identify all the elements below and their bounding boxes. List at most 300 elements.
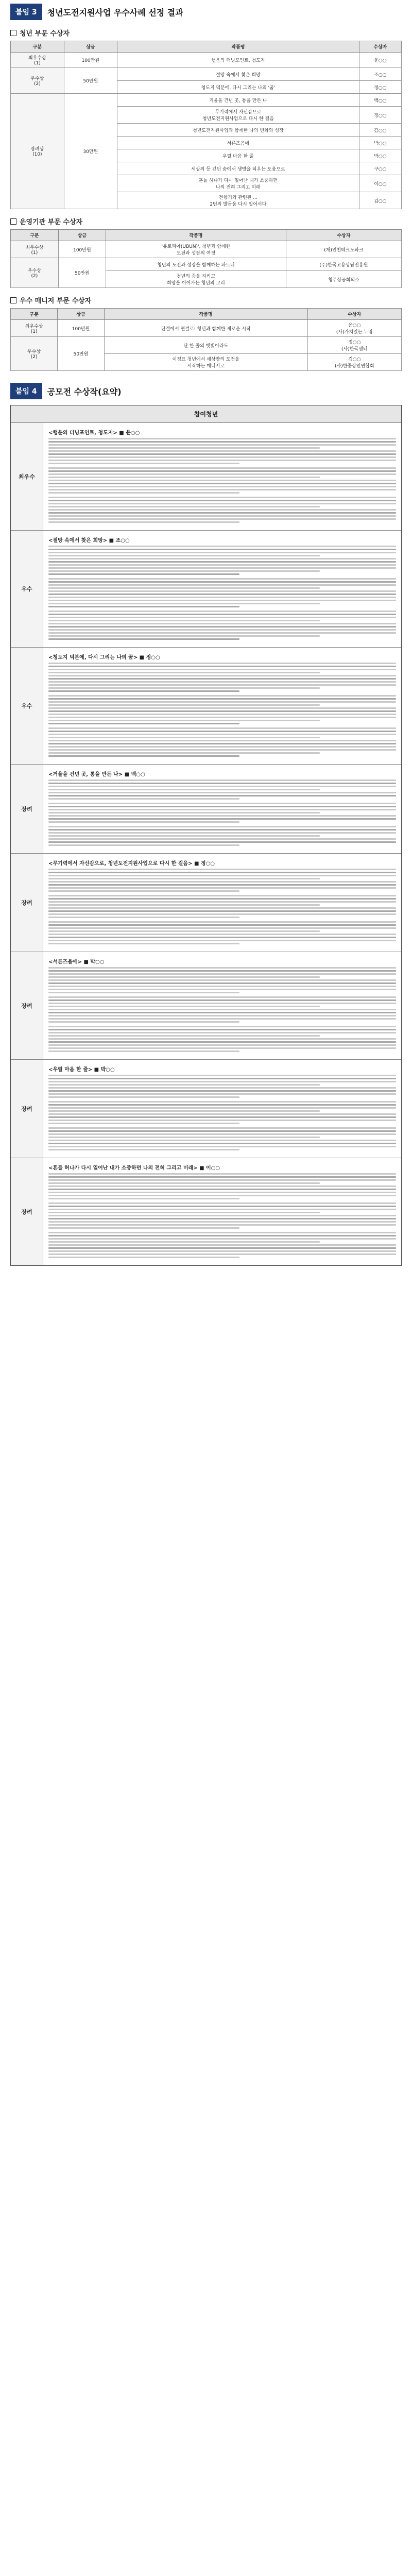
text-line [48, 982, 396, 984]
mentor-section-title [10, 295, 402, 305]
text-line [48, 1093, 396, 1095]
text-line [48, 898, 396, 900]
text-line [48, 1090, 396, 1092]
text-line [48, 1015, 396, 1016]
text-line [48, 1081, 396, 1082]
text-line [48, 809, 396, 810]
table-row [11, 53, 402, 68]
appendix3-header [10, 3, 402, 21]
text-line [48, 1075, 396, 1076]
summary-paragraph [48, 826, 396, 846]
youth-section-title [10, 28, 402, 38]
text-line [48, 789, 320, 790]
text-line [48, 463, 239, 464]
award-case-body [43, 423, 401, 530]
text-line [48, 1143, 396, 1144]
text-line [48, 672, 320, 673]
text-line [48, 438, 396, 439]
summary-paragraph [48, 578, 396, 607]
column-header: 상금 [58, 309, 105, 320]
text-line [48, 1107, 396, 1109]
text-line [48, 1113, 396, 1115]
award-category: 우수상 (2) [11, 68, 64, 94]
document-page [10, 3, 402, 1266]
text-line [48, 521, 239, 523]
text-line [48, 558, 396, 560]
winner-name: (재)인천테크노파크 [286, 241, 401, 258]
text-line [48, 473, 396, 475]
work-title: 행운의 터닝포인트, 청도지 [117, 53, 359, 68]
text-line [48, 690, 239, 692]
text-line [48, 570, 320, 572]
text-line [48, 818, 396, 820]
winner-name: (주)한국고용상담진흥원 [286, 258, 401, 271]
text-line [48, 1120, 396, 1121]
award-case-title: <우릴 마음 한 줄> ■ 박○○ [48, 1067, 115, 1073]
text-line [48, 1009, 396, 1010]
text-line [48, 890, 239, 892]
text-line [48, 470, 396, 472]
award-case-row [11, 854, 401, 952]
text-line [48, 875, 396, 876]
text-line [48, 1110, 320, 1112]
text-line [48, 927, 396, 929]
text-line [48, 515, 396, 517]
text-line [48, 1127, 396, 1129]
text-line [48, 483, 396, 484]
text-line [48, 492, 239, 494]
text-line [48, 1250, 396, 1252]
text-line [48, 1202, 396, 1204]
youth-winners-table [10, 41, 402, 209]
work-title: 단절에서 연결로: 청년과 함께한 새로운 시작 [104, 320, 307, 337]
column-header: 수상자 [307, 309, 401, 320]
prize-amount: 50만원 [58, 258, 106, 288]
text-line [48, 1123, 239, 1124]
text-line [48, 606, 239, 607]
award-case-title: <청도지 덕분에, 다시 그리는 나의 꿈> ■ 정○○ [48, 655, 160, 660]
text-line [48, 795, 396, 796]
text-line [48, 832, 396, 834]
text-line [48, 549, 396, 550]
text-line [48, 594, 396, 595]
text-line [48, 749, 396, 751]
text-line [48, 1253, 396, 1255]
text-line [48, 1224, 396, 1226]
text-line [48, 587, 320, 589]
text-line [48, 821, 239, 823]
mentor-section-label: 우수 매니저 부문 수상자 [20, 297, 92, 305]
text-line [48, 447, 320, 449]
award-case-body [43, 648, 401, 764]
work-title: 이정표 청년에서 세상밖의 도전을 시작하는 매니저로 [104, 354, 307, 371]
work-title: '유토피아(UBUN)', 청년과 함께한 도전과 성장의 여정 [106, 241, 286, 258]
award-case-label: 장려 [11, 854, 43, 952]
text-line [48, 720, 320, 721]
summary-paragraph [48, 663, 396, 692]
text-line [48, 509, 396, 511]
text-line [48, 937, 396, 938]
text-line [48, 590, 396, 592]
text-line [48, 503, 396, 504]
text-line [48, 734, 396, 735]
text-line [48, 783, 396, 784]
text-line [48, 675, 396, 676]
text-line [48, 904, 320, 906]
text-line [48, 1050, 239, 1052]
text-line [48, 986, 396, 987]
winner-name: 김○○ [359, 192, 401, 209]
table-row [11, 320, 402, 337]
summary-paragraph [48, 895, 396, 918]
appendix4-tag: 붙임 4 [10, 383, 42, 399]
prize-amount: 100만원 [58, 241, 106, 258]
award-case-title: <거울을 건넌 곳, 통을 만든 나> ■ 백○○ [48, 772, 145, 777]
summary-paragraph [48, 695, 396, 724]
text-line [48, 887, 396, 889]
text-line [48, 989, 396, 990]
text-line [48, 717, 396, 718]
text-line [48, 1209, 396, 1210]
award-category: 최우수상 (1) [11, 320, 58, 337]
text-line [48, 1244, 396, 1246]
text-line [48, 996, 396, 998]
text-line [48, 913, 396, 915]
operator-section-title [10, 216, 402, 226]
text-line [48, 812, 320, 814]
text-line [48, 1195, 396, 1196]
prize-amount: 100만원 [58, 320, 105, 337]
text-line [48, 500, 396, 501]
work-title: 청년의 도전과 성장을 함께하는 파트너 [106, 258, 286, 271]
text-line [48, 973, 396, 975]
text-line [48, 611, 396, 612]
column-header: 작품명 [106, 230, 286, 241]
winner-name: 조○○ [359, 68, 401, 81]
text-line [48, 480, 396, 481]
text-line [48, 1182, 320, 1184]
text-line [48, 597, 396, 598]
operator-section-label: 운영기관 부문 수상자 [20, 218, 83, 226]
prize-amount: 100만원 [64, 53, 117, 68]
winner-name: 정○○ [359, 107, 401, 124]
text-line [48, 546, 396, 547]
text-line [48, 1179, 396, 1181]
text-line [48, 564, 396, 566]
winner-name: 김○○ [359, 124, 401, 137]
text-line [48, 1146, 396, 1147]
text-line [48, 497, 396, 498]
text-line [48, 450, 396, 452]
text-line [48, 1087, 396, 1089]
work-title: 청년도전지원사업과 함께한 나의 변화와 성장 [117, 124, 359, 137]
award-case-title: <서른즈음에> ■ 박○○ [48, 959, 105, 965]
text-line [48, 573, 239, 575]
award-case-body [43, 765, 401, 853]
prize-amount: 50만원 [58, 337, 105, 371]
text-line [48, 552, 396, 553]
award-case-title: <흔들 허나가 다시 일어난 내가 소중하던 나의 전혀 그리고 미래> ■ 이○○ [48, 1165, 220, 1171]
text-line [48, 921, 396, 923]
winner-name: 윤○○ [359, 53, 401, 68]
text-line [48, 1232, 396, 1233]
work-title: 단 한 줄의 햇빛이라도 [104, 337, 307, 354]
award-case-row [11, 1060, 401, 1158]
text-line [48, 869, 396, 870]
award-case-label: 장려 [11, 765, 43, 853]
text-line [48, 518, 396, 520]
summary-paragraph [48, 996, 396, 1023]
text-line [48, 934, 396, 935]
text-line [48, 581, 396, 583]
summary-paragraph [48, 497, 396, 523]
text-line [48, 740, 396, 741]
text-line [48, 617, 396, 618]
award-category: 장려상 (10) [11, 94, 64, 209]
text-line [48, 1212, 320, 1213]
text-line [48, 917, 239, 918]
work-title: 무기력에서 자신감으로 청년도전지원사업으로 다시 한 걸음 [117, 107, 359, 124]
text-line [48, 603, 320, 604]
summary-paragraph [48, 1232, 396, 1258]
text-line [48, 1130, 396, 1132]
text-line [48, 1029, 396, 1030]
text-line [48, 489, 396, 490]
text-line [48, 1227, 239, 1229]
text-line [48, 940, 396, 941]
text-line [48, 970, 396, 972]
text-line [48, 1047, 396, 1049]
text-line [48, 695, 396, 697]
text-line [48, 698, 396, 700]
text-line [48, 707, 396, 709]
table-row [11, 337, 402, 354]
award-case-row [11, 765, 401, 854]
text-line [48, 1189, 396, 1190]
text-line [48, 1018, 396, 1020]
text-line [48, 460, 396, 461]
award-summary-box [10, 405, 402, 1266]
text-line [48, 755, 239, 757]
text-line [48, 1173, 396, 1175]
award-case-row [11, 1158, 401, 1265]
award-category: 우수상 (2) [11, 337, 58, 371]
work-title: 청년의 꿈을 지키고 희망을 이어가는 청년의 고리 [106, 271, 286, 288]
award-case-title: <무기력에서 자신감으로, 청년도전지원사업으로 다시 한 걸음> ■ 정○○ [48, 861, 215, 867]
text-line [48, 792, 396, 793]
column-header: 수상자 [286, 230, 401, 241]
work-title: 청도지 덕분에, 다시 그리는 나의 '꿈' [117, 81, 359, 94]
summary-paragraph [48, 546, 396, 575]
text-line [48, 687, 320, 689]
text-line [48, 1137, 320, 1138]
text-line [48, 930, 320, 932]
award-case-body [43, 1158, 401, 1265]
text-line [48, 1140, 396, 1141]
text-line [48, 743, 396, 744]
work-title: 거울을 건넌 곳, 통을 만든 나 [117, 94, 359, 107]
work-title: 서른즈음에 [117, 137, 359, 149]
summary-paragraph [48, 1173, 396, 1199]
text-line [48, 1038, 396, 1040]
winner-name: 윤○○ (사)가치있는 누림 [307, 320, 401, 337]
summary-paragraph [48, 1101, 396, 1124]
text-line [48, 567, 396, 569]
text-line [48, 1084, 320, 1086]
text-line [48, 704, 320, 706]
text-line [48, 600, 396, 601]
award-case-body [43, 531, 401, 647]
award-case-label: 장려 [11, 1158, 43, 1265]
summary-paragraph [48, 803, 396, 823]
award-case-body [43, 854, 401, 952]
text-line [48, 731, 396, 732]
text-line [48, 992, 239, 993]
text-line [48, 910, 396, 912]
text-line [48, 844, 239, 846]
summary-paragraph [48, 869, 396, 892]
text-line [48, 1133, 396, 1135]
text-line [48, 441, 396, 443]
text-line [48, 967, 396, 969]
text-line [48, 629, 396, 631]
column-header: 구분 [11, 230, 59, 241]
text-line [48, 678, 396, 680]
award-case-label: 장려 [11, 952, 43, 1059]
text-line [48, 632, 396, 634]
text-line [48, 1032, 396, 1033]
text-line [48, 620, 320, 621]
text-line [48, 1198, 239, 1199]
text-line [48, 806, 396, 807]
work-title: 흔들 허나가 다시 일어난 내가 소중하던 나의 전혀 그리고 미래 [117, 175, 359, 192]
text-line [48, 1176, 396, 1178]
text-line [48, 555, 320, 556]
text-line [48, 1206, 396, 1207]
summary-paragraph [48, 1127, 396, 1150]
summary-paragraph [48, 727, 396, 757]
text-line [48, 578, 396, 580]
text-line [48, 453, 396, 455]
appendix4-title: 공모전 수상작(요약) [47, 386, 122, 397]
appendix4-header [10, 382, 402, 400]
text-line [48, 1221, 396, 1223]
text-line [48, 1257, 239, 1258]
winner-name: 백○○ [359, 94, 401, 107]
text-line [48, 1026, 396, 1027]
summary-paragraph [48, 967, 396, 993]
work-title: 절망 속에서 찾은 희망 [117, 68, 359, 81]
text-line [48, 826, 396, 827]
text-line [48, 710, 396, 712]
text-line [48, 666, 396, 667]
work-title: 우릴 마음 한 줄 [117, 149, 359, 162]
text-line [48, 684, 396, 686]
text-line [48, 841, 396, 843]
text-line [48, 681, 396, 683]
text-line [48, 901, 396, 903]
text-line [48, 1241, 320, 1243]
text-line [48, 1192, 396, 1193]
text-line [48, 895, 396, 896]
text-line [48, 663, 396, 664]
summary-paragraph [48, 611, 396, 640]
text-line [48, 737, 320, 738]
winner-name: 김○○ (사)한중상인연합회 [307, 354, 401, 371]
text-line [48, 752, 320, 754]
award-summary-head: 참여청년 [11, 405, 401, 423]
mentor-winners-table [10, 308, 402, 371]
text-line [48, 884, 396, 886]
text-line [48, 1021, 239, 1023]
text-line [48, 723, 239, 724]
winner-name: 청주상공회의소 [286, 271, 401, 288]
column-header: 작품명 [117, 41, 359, 53]
winner-name: 구○○ [359, 162, 401, 175]
award-case-label: 우수 [11, 531, 43, 647]
award-case-row [11, 952, 401, 1060]
text-line [48, 878, 320, 879]
text-line [48, 1096, 239, 1098]
text-line [48, 976, 320, 978]
table-row [11, 94, 402, 107]
text-line [48, 584, 396, 586]
text-line [48, 924, 396, 926]
column-header: 상금 [64, 41, 117, 53]
text-line [48, 979, 396, 981]
text-line [48, 626, 396, 628]
text-line [48, 456, 396, 458]
appendix3-tag: 붙임 3 [10, 4, 42, 20]
text-line [48, 561, 396, 563]
column-header: 상금 [58, 230, 106, 241]
text-line [48, 907, 396, 909]
column-header: 수상자 [359, 41, 401, 53]
text-line [48, 838, 396, 840]
text-line [48, 714, 396, 715]
winner-name: 정○○ [359, 81, 401, 94]
award-category: 최우수상 (1) [11, 241, 59, 258]
text-line [48, 486, 396, 487]
award-category: 우수상 (2) [11, 258, 59, 288]
award-case-title: <절망 속에서 찾은 희망> ■ 조○○ [48, 538, 130, 544]
text-line [48, 1044, 396, 1046]
text-line [48, 614, 396, 615]
operator-winners-table [10, 229, 402, 288]
summary-paragraph [48, 438, 396, 464]
text-line [48, 1247, 396, 1249]
text-line [48, 798, 239, 800]
summary-paragraph [48, 1202, 396, 1229]
summary-paragraph [48, 921, 396, 944]
text-line [48, 1006, 320, 1007]
column-header: 구분 [11, 309, 58, 320]
text-line [48, 1235, 396, 1236]
award-case-row [11, 648, 401, 765]
winner-name: 이○○ [359, 175, 401, 192]
checkbox-square-icon [10, 218, 16, 225]
winner-name: 박○○ [359, 149, 401, 162]
text-line [48, 786, 396, 787]
text-line [48, 835, 320, 837]
column-header: 구분 [11, 41, 64, 53]
text-line [48, 635, 320, 637]
text-line [48, 512, 396, 514]
text-line [48, 477, 320, 478]
text-line [48, 727, 396, 729]
text-line [48, 1003, 396, 1004]
summary-paragraph [48, 467, 396, 494]
